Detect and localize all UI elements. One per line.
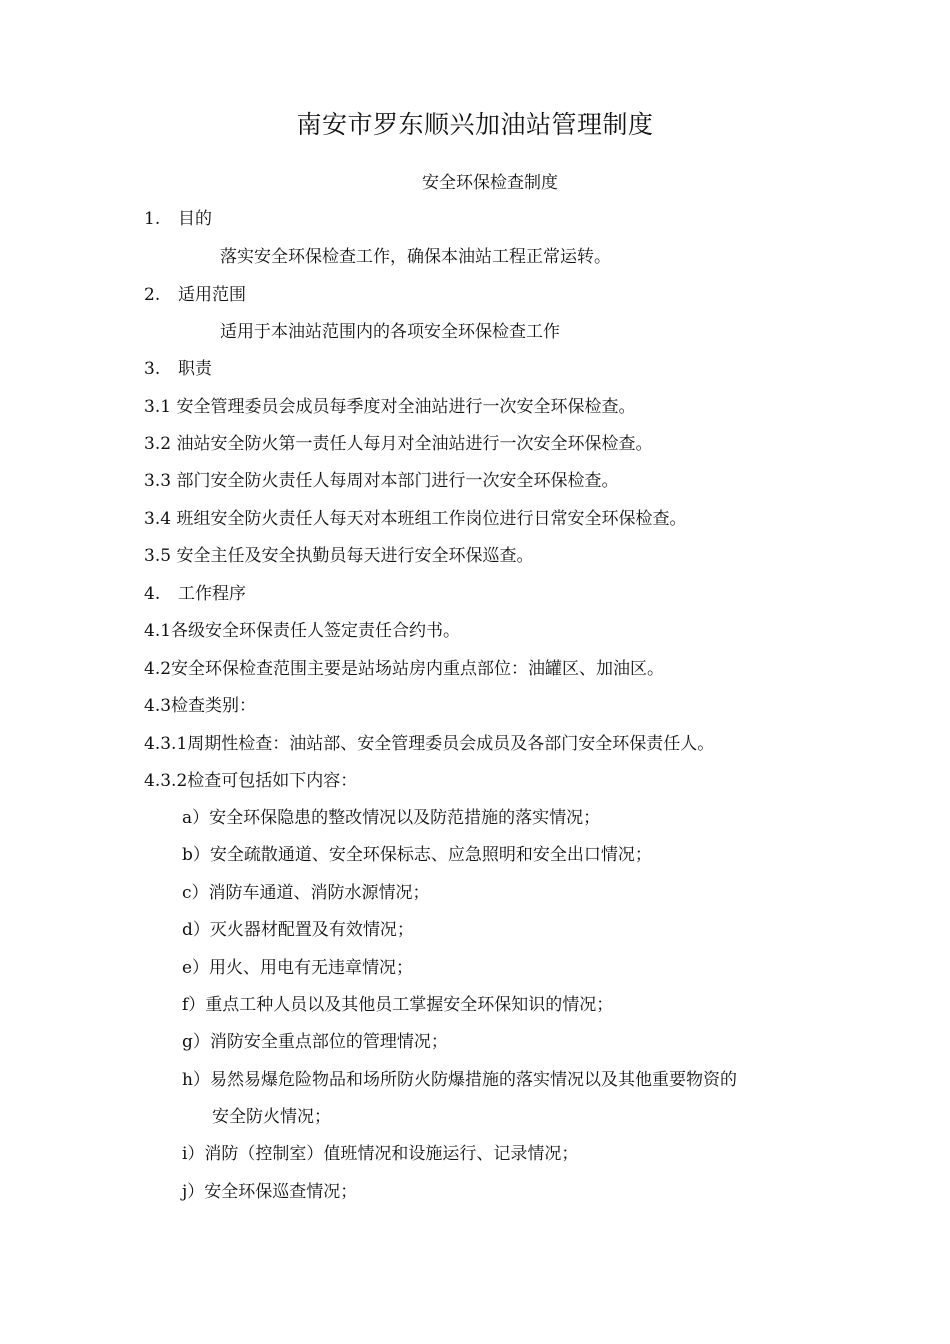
checklist-item: a）安全环保隐患的整改情况以及防范措施的落实情况； <box>182 808 601 828</box>
checklist-item: b）安全疏散通道、安全环保标志、应急照明和安全出口情况； <box>182 845 652 865</box>
section-number: 4. <box>144 584 161 604</box>
clause-item: 3.3 部门安全防火责任人每周对本部门进行一次安全环保检查。 <box>144 471 619 491</box>
section-heading <box>144 283 246 307</box>
clause-item: 4.1各级安全环保责任人签定责任合约书。 <box>144 621 461 641</box>
section-number: 1. <box>144 209 161 229</box>
section-body: 适用于本油站范围内的各项安全环保检查工作 <box>220 322 560 342</box>
checklist-item: j）安全环保巡查情况； <box>182 1182 358 1202</box>
checklist-item: e）用火、用电有无违章情况； <box>182 958 414 978</box>
section-heading-text: 职责 <box>178 359 212 379</box>
checklist-item: d）灭火器材配置及有效情况； <box>182 920 414 940</box>
clause-item: 3.4 班组安全防火责任人每天对本班组工作岗位进行日常安全环保检查。 <box>144 509 687 529</box>
clause-item: 4.3.2检查可包括如下内容： <box>144 771 358 791</box>
section-heading-text: 工作程序 <box>178 584 246 604</box>
checklist-item: c）消防车通道、消防水源情况； <box>182 883 430 903</box>
checklist-item: f）重点工种人员以及其他员工掌握安全环保知识的情况； <box>182 995 614 1015</box>
section-heading <box>144 357 212 381</box>
section-body: 落实安全环保检查工作，确保本油站工程正常运转。 <box>220 247 611 267</box>
checklist-item: g）消防安全重点部位的管理情况； <box>182 1032 448 1052</box>
clause-item: 3.5 安全主任及安全执勤员每天进行安全环保巡查。 <box>144 546 534 566</box>
clause-item: 4.2安全环保检查范围主要是站场站房内重点部位：油罐区、加油区。 <box>144 659 665 679</box>
section-heading-text: 目的 <box>178 209 212 229</box>
section-heading-text: 适用范围 <box>178 285 246 305</box>
section-heading <box>144 207 212 231</box>
clause-item: 3.1 安全管理委员会成员每季度对全油站进行一次安全环保检查。 <box>144 397 636 417</box>
clause-item: 4.3.1周期性检查：油站部、安全管理委员会成员及各部门安全环保责任人。 <box>144 734 715 754</box>
section-heading <box>144 582 246 606</box>
clause-item: 4.3检查类别： <box>144 696 257 716</box>
section-number: 2. <box>144 285 161 305</box>
checklist-item: h）易然易爆危险物品和场所防火防爆措施的落实情况以及其他重要物资的 <box>182 1070 737 1090</box>
section-number: 3. <box>144 359 161 379</box>
checklist-item: i）消防（控制室）值班情况和设施运行、记录情况； <box>182 1144 579 1164</box>
document-subtitle: 安全环保检查制度 <box>422 173 558 193</box>
clause-item: 3.2 油站安全防火第一责任人每月对全油站进行一次安全环保检查。 <box>144 434 653 454</box>
document-title: 南安市罗东顺兴加油站管理制度 <box>296 110 654 139</box>
checklist-item-continuation: 安全防火情况； <box>212 1107 331 1127</box>
